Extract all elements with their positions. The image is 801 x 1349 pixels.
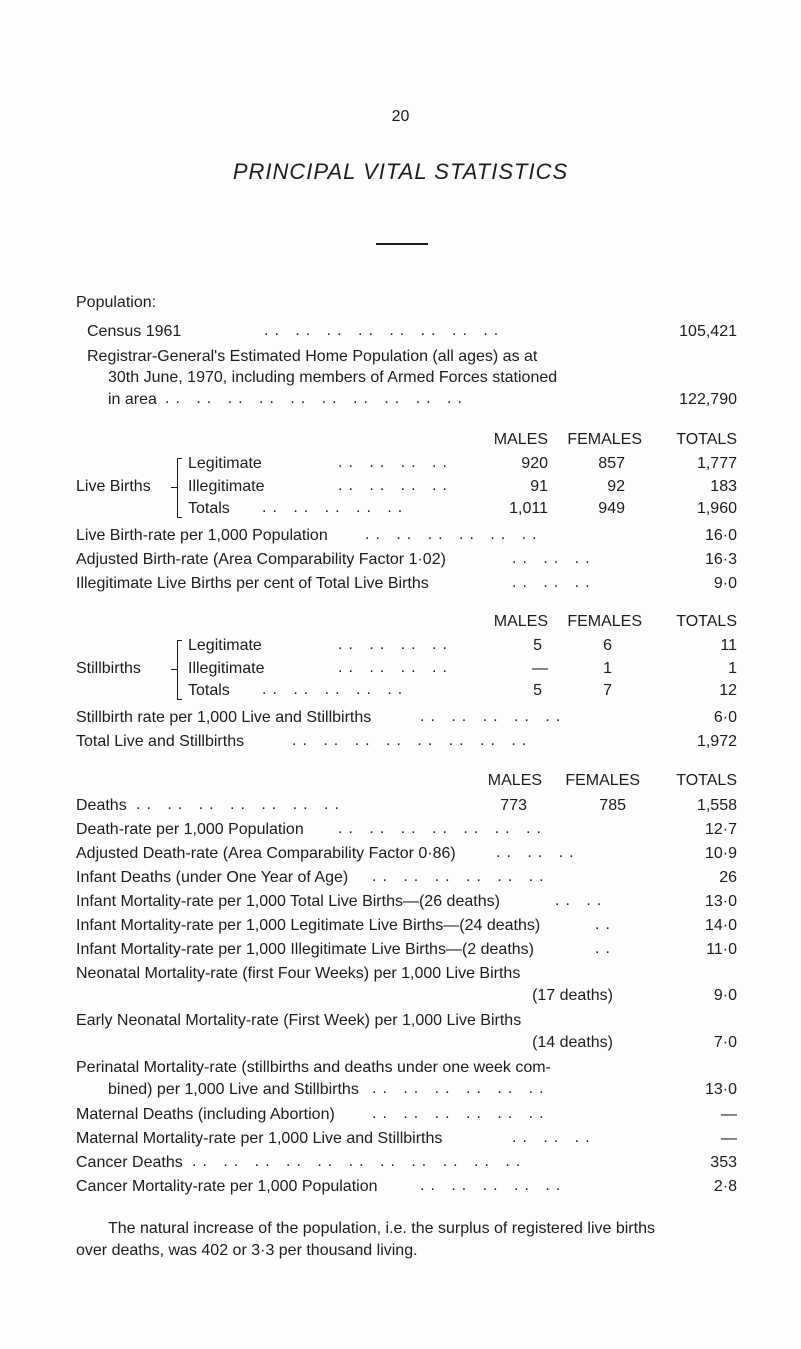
leader-dots: .. .. .. .. .. (262, 499, 409, 516)
live-legit-totals: 1,777 (696, 455, 737, 472)
estimate-line-3: in area (108, 391, 157, 408)
maternal-mortality-label: Maternal Mortality-rate per 1,000 Live and Stillbirths (76, 1130, 443, 1147)
still-totals-males: 5 (533, 682, 542, 699)
infant-deaths-label: Infant Deaths (under One Year of Age) (76, 869, 349, 886)
still-legit-females: 6 (603, 637, 612, 654)
live-births-label: Live Births (76, 478, 151, 495)
estimate-value: 122,790 (679, 391, 737, 408)
col-header-females: FEMALES (567, 613, 642, 630)
cancer-mortality-label: Cancer Mortality-rate per 1,000 Population (76, 1178, 378, 1195)
stillbirths-brace (177, 640, 182, 700)
still-totals-totals: 12 (719, 682, 737, 699)
cancer-deaths-label: Cancer Deaths (76, 1154, 183, 1171)
leader-dots: .. .. .. (512, 1129, 596, 1146)
stillbirths-label: Stillbirths (76, 660, 141, 677)
adjusted-birth-rate-label: Adjusted Birth-rate (Area Comparability Factor 1·02) (76, 551, 446, 568)
census-label: Census 1961 (87, 323, 182, 340)
infant-mortality-total-value: 13·0 (704, 893, 737, 910)
maternal-deaths-value: — (721, 1106, 737, 1123)
estimate-line-1: Registrar-General's Estimated Home Population (all ages) as at (87, 348, 538, 365)
stillbirth-rate-value: 6·0 (713, 709, 737, 726)
perinatal-line-1: Perinatal Mortality-rate (stillbirths and deaths under one week com- (76, 1059, 551, 1076)
perinatal-value: 13·0 (704, 1081, 737, 1098)
page-title: PRINCIPAL VITAL STATISTICS (232, 159, 569, 184)
estimate-line-2: 30th June, 1970, including members of Armed Forces stationed (108, 369, 558, 386)
col-header-totals: TOTALS (676, 431, 737, 448)
birth-rate-value: 16·0 (704, 527, 737, 544)
col-header-females: FEMALES (565, 772, 640, 789)
maternal-deaths-label: Maternal Deaths (including Abortion) (76, 1106, 335, 1123)
deaths-label: Deaths (76, 797, 127, 814)
footer-line-2: over deaths, was 402 or 3·3 per thousand living. (76, 1242, 418, 1259)
still-illegit-label: Illegitimate (188, 660, 265, 677)
page-number: 20 (391, 108, 410, 125)
early-neonatal-line-2: (14 deaths) (532, 1034, 613, 1051)
cancer-mortality-value: 2·8 (713, 1178, 737, 1195)
infant-mortality-illegit-value: 11·0 (706, 941, 737, 958)
leader-dots: .. .. .. .. .. .. .. .. .. .. (165, 390, 468, 407)
live-totals-males: 1,011 (509, 500, 548, 517)
infant-deaths-value: 26 (719, 869, 737, 886)
deaths-males: 773 (500, 797, 527, 814)
census-value: 105,421 (679, 323, 737, 340)
early-neonatal-line-1: Early Neonatal Mortality-rate (First Week) per 1,000 Live Births (76, 1012, 522, 1029)
still-illegit-males: — (532, 660, 548, 677)
leader-dots: .. .. .. .. .. .. .. .. .. .. .. (192, 1153, 527, 1170)
infant-mortality-total-label: Infant Mortality-rate per 1,000 Total Live Births—(26 deaths) (76, 893, 500, 910)
illegit-percent-label: Illegitimate Live Births per cent of Total Live Births (76, 575, 429, 592)
stillbirth-rate-label: Stillbirth rate per 1,000 Live and Stillbirths (76, 709, 372, 726)
total-live-stillbirths-label: Total Live and Stillbirths (76, 733, 245, 750)
leader-dots: .. .. .. .. (338, 659, 453, 676)
col-header-totals: TOTALS (676, 772, 737, 789)
still-legit-totals: 11 (720, 637, 737, 654)
leader-dots: .. .. .. (496, 844, 580, 861)
leader-dots: .. .. .. .. .. .. .. (338, 820, 547, 837)
live-illegit-label: Illegitimate (188, 478, 265, 495)
leader-dots: .. .. (555, 892, 608, 909)
col-header-males: MALES (493, 431, 548, 448)
birth-rate-label: Live Birth-rate per 1,000 Population (76, 527, 328, 544)
live-totals-label: Totals (188, 500, 230, 517)
neonatal-line-1: Neonatal Mortality-rate (first Four Weeks) per 1,000 Live Births (76, 965, 521, 982)
live-illegit-totals: 183 (710, 478, 737, 495)
leader-dots: .. .. .. .. .. .. .. .. (264, 322, 505, 339)
leader-dots: .. .. .. (512, 574, 596, 591)
live-illegit-males: 91 (530, 478, 548, 495)
adjusted-death-rate-value: 10·9 (704, 845, 737, 862)
still-illegit-totals: 1 (728, 660, 737, 677)
live-legit-label: Legitimate (188, 455, 262, 472)
population-heading: Population: (76, 294, 157, 311)
adjusted-birth-rate-value: 16·3 (704, 551, 737, 568)
perinatal-line-2: bined) per 1,000 Live and Stillbirths (108, 1081, 359, 1098)
leader-dots: .. .. .. .. .. (420, 708, 567, 725)
leader-dots: .. (595, 916, 616, 933)
leader-dots: .. .. .. .. (338, 454, 453, 471)
infant-mortality-legit-value: 14·0 (704, 917, 737, 934)
leader-dots: .. .. .. .. (338, 636, 453, 653)
live-legit-males: 920 (521, 455, 548, 472)
col-header-males: MALES (487, 772, 542, 789)
death-rate-value: 12·7 (704, 821, 737, 838)
live-illegit-females: 92 (607, 478, 625, 495)
col-header-totals: TOTALS (676, 613, 737, 630)
infant-mortality-illegit-label: Infant Mortality-rate per 1,000 Illegitimate Live Births—(2 deaths) (76, 941, 534, 958)
death-rate-label: Death-rate per 1,000 Population (76, 821, 304, 838)
infant-mortality-legit-label: Infant Mortality-rate per 1,000 Legitimate Live Births—(24 deaths) (76, 917, 541, 934)
neonatal-value: 9·0 (713, 987, 737, 1004)
total-live-stillbirths-value: 1,972 (696, 733, 737, 750)
still-totals-label: Totals (188, 682, 230, 699)
still-legit-males: 5 (533, 637, 542, 654)
maternal-mortality-value: — (721, 1130, 737, 1147)
illegit-percent-value: 9·0 (713, 575, 737, 592)
col-header-males: MALES (493, 613, 548, 630)
still-legit-label: Legitimate (188, 637, 262, 654)
live-totals-totals: 1,960 (696, 500, 737, 517)
leader-dots: .. .. .. .. .. (262, 681, 409, 698)
leader-dots: .. .. .. .. .. .. (365, 526, 543, 543)
live-legit-females: 857 (598, 455, 625, 472)
leader-dots: .. .. .. .. .. .. (372, 1080, 550, 1097)
footer-line-1: The natural increase of the population, i.e. the surplus of registered live births (108, 1220, 655, 1237)
leader-dots: .. .. .. .. .. .. (372, 1105, 550, 1122)
leader-dots: .. .. .. .. .. .. .. .. (292, 732, 533, 749)
leader-dots: .. .. .. .. .. .. (372, 868, 550, 885)
leader-dots: .. .. .. .. .. .. .. (136, 796, 345, 813)
leader-dots: .. .. .. (512, 550, 596, 567)
early-neonatal-value: 7·0 (713, 1034, 737, 1051)
live-births-brace (177, 458, 182, 518)
col-header-females: FEMALES (567, 431, 642, 448)
adjusted-death-rate-label: Adjusted Death-rate (Area Comparability Factor 0·86) (76, 845, 456, 862)
still-illegit-females: 1 (603, 660, 612, 677)
cancer-deaths-value: 353 (710, 1154, 737, 1171)
leader-dots: .. .. .. .. .. (420, 1177, 567, 1194)
neonatal-line-2: (17 deaths) (532, 987, 613, 1004)
deaths-totals: 1,558 (696, 797, 737, 814)
title-divider (376, 243, 428, 245)
still-totals-females: 7 (603, 682, 612, 699)
live-totals-females: 949 (598, 500, 625, 517)
leader-dots: .. (595, 940, 616, 957)
leader-dots: .. .. .. .. (338, 477, 453, 494)
deaths-females: 785 (599, 797, 626, 814)
